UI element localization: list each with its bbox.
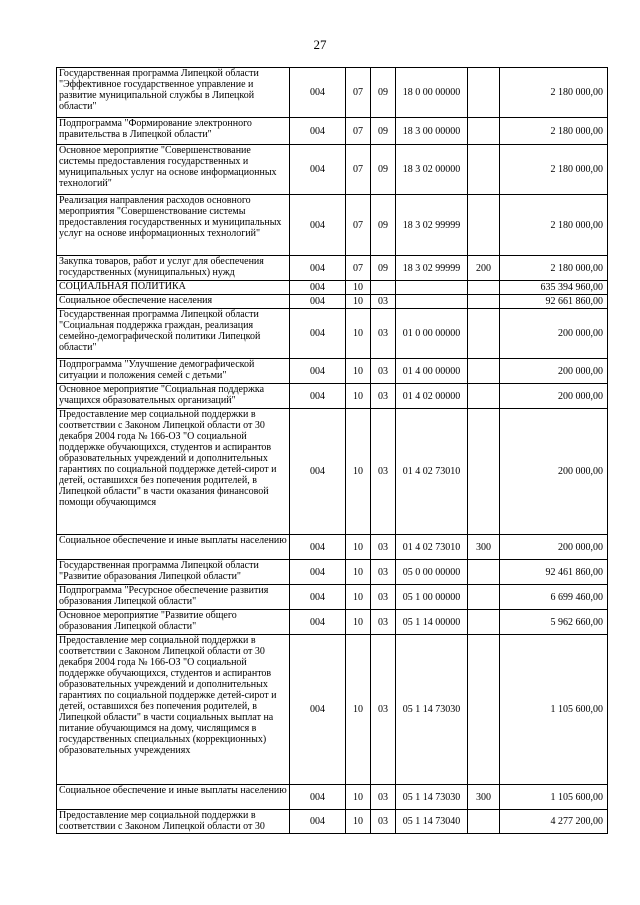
section-code: 10 xyxy=(346,610,371,635)
expense-type-code xyxy=(468,145,500,195)
row-name: Основное мероприятие "Развитие общего образования Липецкой области" xyxy=(57,610,290,635)
amount: 92 461 860,00 xyxy=(500,560,608,585)
ministry-code: 004 xyxy=(290,785,346,810)
section-code: 10 xyxy=(346,309,371,359)
section-code: 10 xyxy=(346,295,371,309)
amount: 1 105 600,00 xyxy=(500,785,608,810)
target-article-code: 18 3 00 00000 xyxy=(396,118,468,145)
subsection-code: 09 xyxy=(371,118,396,145)
page-number: 27 xyxy=(313,37,327,52)
table-row xyxy=(57,145,608,195)
table-row xyxy=(57,610,608,635)
expense-type-code: 200 xyxy=(468,256,500,281)
ministry-code: 004 xyxy=(290,118,346,145)
target-article-code: 05 1 14 00000 xyxy=(396,610,468,635)
row-name: Государственная программа Липецкой области "Развитие образования Липецкой области" xyxy=(57,560,290,585)
row-name: Подпрограмма "Улучшение демографической ситуации и положения семей с детьми" xyxy=(57,359,290,384)
subsection-code: 09 xyxy=(371,68,396,118)
row-name: Подпрограмма "Формирование электронного правительства в Липецкой области" xyxy=(57,118,290,145)
expense-type-code xyxy=(468,610,500,635)
row-name: Основное мероприятие "Социальная поддержка учащихся образовательных организаций" xyxy=(57,384,290,409)
table-row xyxy=(57,118,608,145)
ministry-code: 004 xyxy=(290,810,346,834)
section-code: 10 xyxy=(346,281,371,295)
table-row xyxy=(57,560,608,585)
row-name: Социальное обеспечение населения xyxy=(57,295,290,309)
subsection-code: 03 xyxy=(371,610,396,635)
table-row xyxy=(57,785,608,810)
row-name: Закупка товаров, работ и услуг для обеспечения государственных (муниципальных) нужд xyxy=(57,256,290,281)
amount: 4 277 200,00 xyxy=(500,810,608,834)
ministry-code: 004 xyxy=(290,409,346,535)
row-name: Предоставление мер социальной поддержки в соответствии с Законом Липецкой области от 30 декабря 2004 года № 166-ОЗ "О социальной поддержке обучающихся, студентов и аспирантов образовательных учреждений и дополнительных гарантиях по социальной поддержке детей-сирот и детей, оставшихся без попечения родителей, в Липецкой области" в части оказания финансовой помощи обучающимся xyxy=(57,409,290,535)
table-row xyxy=(57,409,608,535)
subsection-code: 09 xyxy=(371,145,396,195)
ministry-code: 004 xyxy=(290,295,346,309)
amount: 6 699 460,00 xyxy=(500,585,608,610)
amount: 200 000,00 xyxy=(500,309,608,359)
table-row xyxy=(57,256,608,281)
target-article-code: 01 4 02 73010 xyxy=(396,409,468,535)
row-name: Государственная программа Липецкой области "Эффективное государственное управление и развитие муниципальной службы в Липецкой области" xyxy=(57,68,290,118)
subsection-code: 03 xyxy=(371,409,396,535)
row-name: Социальное обеспечение и иные выплаты населению xyxy=(57,535,290,560)
target-article-code: 05 1 00 00000 xyxy=(396,585,468,610)
amount: 2 180 000,00 xyxy=(500,256,608,281)
subsection-code xyxy=(371,281,396,295)
ministry-code: 004 xyxy=(290,384,346,409)
section-code: 07 xyxy=(346,68,371,118)
section-code: 10 xyxy=(346,560,371,585)
subsection-code: 03 xyxy=(371,384,396,409)
subsection-code: 03 xyxy=(371,635,396,785)
section-code: 10 xyxy=(346,785,371,810)
amount: 200 000,00 xyxy=(500,359,608,384)
subsection-code: 09 xyxy=(371,256,396,281)
subsection-code: 03 xyxy=(371,560,396,585)
ministry-code: 004 xyxy=(290,635,346,785)
row-name: Подпрограмма "Ресурсное обеспечение развития образования Липецкой области" xyxy=(57,585,290,610)
subsection-code: 09 xyxy=(371,195,396,256)
row-name: СОЦИАЛЬНАЯ ПОЛИТИКА xyxy=(57,281,290,295)
expense-type-code xyxy=(468,281,500,295)
row-name: Предоставление мер социальной поддержки в соответствии с Законом Липецкой области от 30 xyxy=(57,810,290,834)
target-article-code: 05 0 00 00000 xyxy=(396,560,468,585)
section-code: 10 xyxy=(346,535,371,560)
section-code: 10 xyxy=(346,810,371,834)
target-article-code xyxy=(396,281,468,295)
subsection-code: 03 xyxy=(371,309,396,359)
table-row xyxy=(57,295,608,309)
ministry-code: 004 xyxy=(290,281,346,295)
table-row xyxy=(57,68,608,118)
subsection-code: 03 xyxy=(371,585,396,610)
expense-type-code xyxy=(468,560,500,585)
expense-type-code xyxy=(468,68,500,118)
target-article-code: 05 1 14 73040 xyxy=(396,810,468,834)
target-article-code: 01 4 02 00000 xyxy=(396,384,468,409)
target-article-code: 01 4 02 73010 xyxy=(396,535,468,560)
section-code: 10 xyxy=(346,585,371,610)
amount: 200 000,00 xyxy=(500,384,608,409)
ministry-code: 004 xyxy=(290,359,346,384)
budget-table xyxy=(56,67,608,834)
amount: 2 180 000,00 xyxy=(500,145,608,195)
target-article-code: 05 1 14 73030 xyxy=(396,785,468,810)
ministry-code: 004 xyxy=(290,195,346,256)
section-code: 10 xyxy=(346,635,371,785)
target-article-code xyxy=(396,295,468,309)
section-code: 07 xyxy=(346,145,371,195)
expense-type-code xyxy=(468,359,500,384)
ministry-code: 004 xyxy=(290,610,346,635)
table-row xyxy=(57,359,608,384)
row-name: Реализация направления расходов основного мероприятия "Совершенствование системы предоставления государственных и муниципальных услуг на основе информационных технологий" xyxy=(57,195,290,256)
expense-type-code: 300 xyxy=(468,785,500,810)
expense-type-code xyxy=(468,635,500,785)
target-article-code: 18 3 02 99999 xyxy=(396,195,468,256)
subsection-code: 03 xyxy=(371,295,396,309)
table-row xyxy=(57,535,608,560)
amount: 200 000,00 xyxy=(500,535,608,560)
amount: 92 661 860,00 xyxy=(500,295,608,309)
amount: 5 962 660,00 xyxy=(500,610,608,635)
expense-type-code xyxy=(468,585,500,610)
subsection-code: 03 xyxy=(371,359,396,384)
section-code: 07 xyxy=(346,195,371,256)
subsection-code: 03 xyxy=(371,535,396,560)
section-code: 10 xyxy=(346,409,371,535)
target-article-code: 05 1 14 73030 xyxy=(396,635,468,785)
ministry-code: 004 xyxy=(290,535,346,560)
amount: 1 105 600,00 xyxy=(500,635,608,785)
ministry-code: 004 xyxy=(290,145,346,195)
row-name: Государственная программа Липецкой области "Социальная поддержка граждан, реализация семейно-демографической политики Липецкой области" xyxy=(57,309,290,359)
row-name: Предоставление мер социальной поддержки в соответствии с Законом Липецкой области от 30 декабря 2004 года № 166-ОЗ "О социальной поддержке обучающихся, студентов и аспирантов образовательных учреждений и дополнительных гарантиях по социальной поддержке детей-сирот и детей, оставшихся без попечения родителей, в Липецкой области" в части социальных выплат на питание обучающимся на дому, числящимся в государственных специальных (коррекционных) образовательных учреждениях xyxy=(57,635,290,785)
expense-type-code: 300 xyxy=(468,535,500,560)
table-row xyxy=(57,635,608,785)
row-name: Основное мероприятие "Совершенствование системы предоставления государственных и муниципальных услуг на основе информационных технологий" xyxy=(57,145,290,195)
amount: 200 000,00 xyxy=(500,409,608,535)
expense-type-code xyxy=(468,309,500,359)
subsection-code: 03 xyxy=(371,785,396,810)
target-article-code: 18 3 02 00000 xyxy=(396,145,468,195)
table-row xyxy=(57,585,608,610)
target-article-code: 18 3 02 99999 xyxy=(396,256,468,281)
ministry-code: 004 xyxy=(290,256,346,281)
table-row xyxy=(57,384,608,409)
expense-type-code xyxy=(468,195,500,256)
ministry-code: 004 xyxy=(290,560,346,585)
expense-type-code xyxy=(468,295,500,309)
ministry-code: 004 xyxy=(290,68,346,118)
table-row xyxy=(57,195,608,256)
ministry-code: 004 xyxy=(290,585,346,610)
amount: 635 394 960,00 xyxy=(500,281,608,295)
expense-type-code xyxy=(468,118,500,145)
section-code: 10 xyxy=(346,359,371,384)
amount: 2 180 000,00 xyxy=(500,195,608,256)
target-article-code: 18 0 00 00000 xyxy=(396,68,468,118)
amount: 2 180 000,00 xyxy=(500,68,608,118)
table-body xyxy=(57,68,608,834)
ministry-code: 004 xyxy=(290,309,346,359)
target-article-code: 01 0 00 00000 xyxy=(396,309,468,359)
target-article-code: 01 4 00 00000 xyxy=(396,359,468,384)
expense-type-code xyxy=(468,810,500,834)
expense-type-code xyxy=(468,384,500,409)
section-code: 07 xyxy=(346,256,371,281)
subsection-code: 03 xyxy=(371,810,396,834)
row-name: Социальное обеспечение и иные выплаты населению xyxy=(57,785,290,810)
table-row xyxy=(57,810,608,834)
section-code: 07 xyxy=(346,118,371,145)
amount: 2 180 000,00 xyxy=(500,118,608,145)
expense-type-code xyxy=(468,409,500,535)
table-row xyxy=(57,309,608,359)
section-code: 10 xyxy=(346,384,371,409)
table-row xyxy=(57,281,608,295)
